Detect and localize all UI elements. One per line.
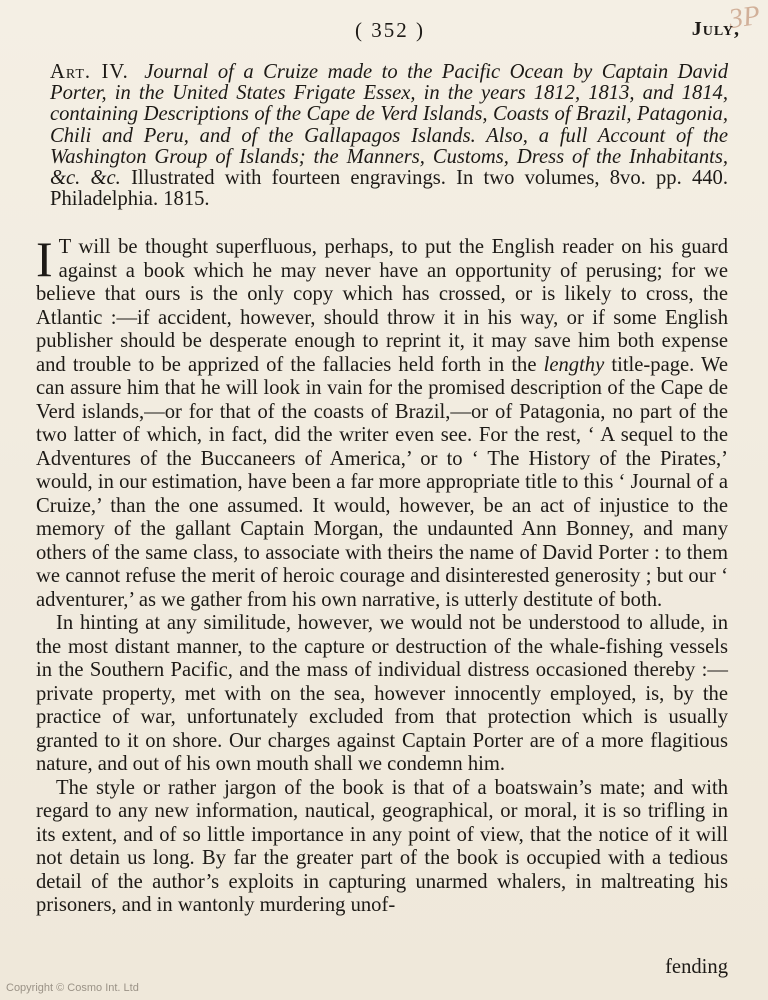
paragraph-1: [36, 231, 728, 612]
running-header: [40, 18, 740, 46]
article-heading: [50, 62, 728, 210]
paragraph-1-text-b: title-page. We can assure him that he will look in vain for the promised description of the Cape de Verd islands,—or for that of the coasts of Brazil,—or of Patagonia, no part of the two latter of which, in fact, did the writer even see. For the rest, ‘ A sequel to the Adventures of the Buccaneers of America,’ or to ‘ The History of the Pirates,’ would, in our estimation, have been a far more appropriate title to this ‘ Journal of a Cruize,’ than the one assumed. It would, however, be an act of injustice to the memory of the gallant Captain Morgan, the undaunted Ann Bonney, and many others of the same class, to associate with theirs the name of David Porter : to them we cannot refuse the merit of heroic courage and disinterested generosity ; but our ‘ adventurer,’ as we gather from his own narrative, is utterly destitute of both.: [36, 353, 728, 611]
article-body: [36, 231, 728, 918]
paragraph-3: The style or rather jargon of the book is that of a boatswain’s mate; and with regard to any new information, nautical, geographical, or moral, it is so trifling in its extent, and of so little importance in any point of view, that the notice of it will not detain us long. By far the greater part of the book is occupied with a tedious detail of the author’s exploits in capturing unarmed whalers, in maltreating his prisoners, and in wantonly murdering unof-: [36, 776, 728, 916]
article-label: Art. IV.: [50, 61, 129, 83]
running-head-month: July,: [691, 18, 740, 40]
drop-cap: I: [36, 231, 53, 287]
catchword: fending: [665, 956, 728, 978]
article-details: Illustrated with fourteen engravings. In two volumes, 8vo. pp. 440. Philadelphia. 1815.: [50, 167, 729, 211]
paragraph-1-italic: lengthy: [543, 353, 605, 376]
corner-pencil-mark: 3P: [726, 0, 762, 36]
paragraph-1-text-a: T will be thought superfluous, perhaps, to put the English reader on his guard against a book which he may never have an opportunity of perusing; for we believe that ours is the only copy which has crossed, or is likely to cross, the Atlantic :—if accident, however, should throw it in his way, or if some English publisher should be desperate enough to reprint it, it may save him both expense and trouble to be apprized of the fallacies held forth in the: [36, 236, 728, 376]
page-number: ( 352 ): [355, 18, 425, 42]
copyright-notice: Copyright © Cosmo Int. Ltd: [6, 982, 139, 994]
paragraph-2: In hinting at any similitude, however, we would not be understood to allude, in the most distant manner, to the capture or destruction of the whale-fishing vessels in the Southern Pacific, and the mass of individual distress occasioned thereby :—private property, met with on the sea, however innocently employed, is, by the practice of war, unfortunately excluded from that protection which is usually granted to it on shore. Our charges against Captain Porter are of a more flagitious nature, and out of his own mouth shall we condemn him.: [36, 612, 728, 775]
article-title: Journal of a Cruize made to the Pacific Ocean by Captain David Porter, in the United States Frigate Essex, in the years 1812, 1813, and 1814, containing Descriptions of the Cape de Verd Islands, Coasts of Brazil, Patagonia, Chili and Peru, and of the Gallapagos Islands. Also, a full Account of the Washington Group of Islands; the Manners, Customs, Dress of the Inhabitants, &c. &c.: [50, 61, 728, 190]
